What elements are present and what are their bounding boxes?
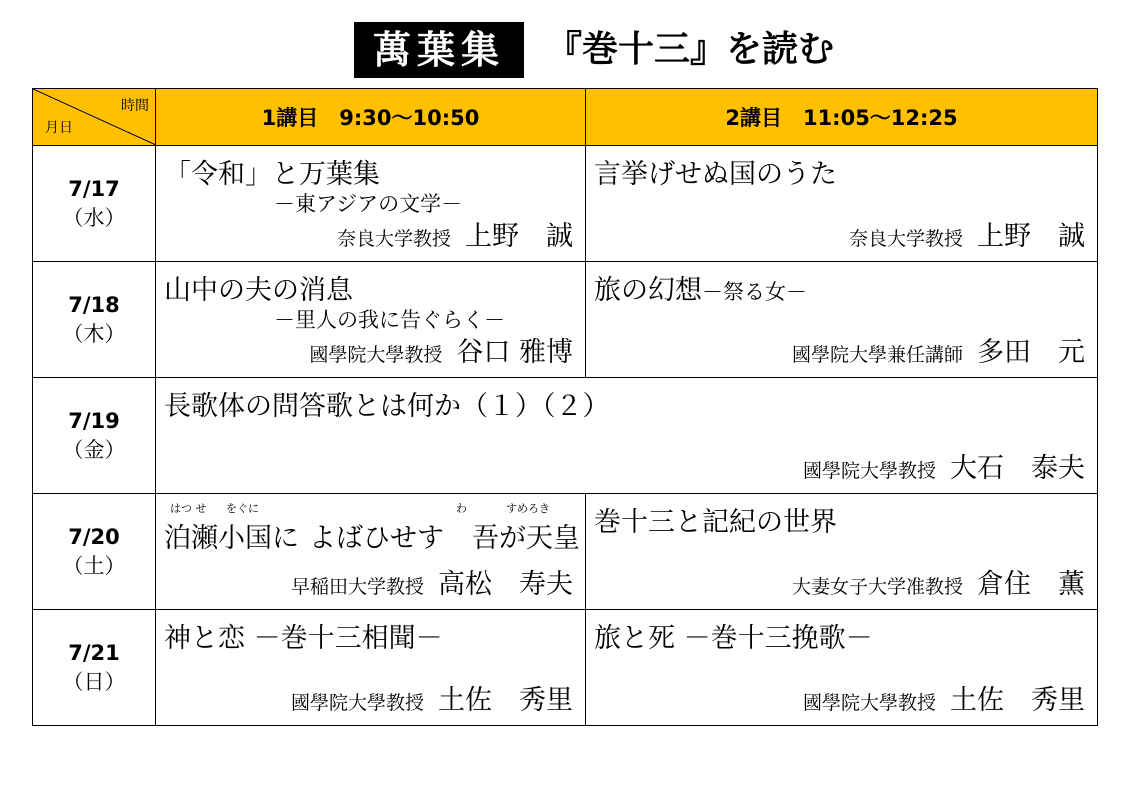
header-row [33,89,1098,146]
title-part-b: よばひせす [309,523,444,554]
lecture-title: 山中の夫の消息 [164,275,353,306]
lecture-title: 長歌体の問答歌とは何か（１）（２） [164,391,610,422]
lecturer-name: 倉住 薫 [977,569,1085,600]
table-row [33,146,1098,262]
lecturer [849,214,1085,253]
date-cell [33,494,156,610]
date-cell [33,262,156,378]
lecture-cell [156,494,586,610]
weekday: （日） [62,669,126,694]
lecture-title [164,516,580,555]
date: 7/18 [68,293,120,318]
lecturer [792,330,1085,369]
lecture-cell-merged [156,378,1098,494]
date: 7/19 [68,409,120,434]
lecture-title-main: 旅と死 [594,623,675,654]
lecture-title-main: 旅の幻想 [594,275,702,306]
lecture-cell [156,610,586,726]
lecturer-name: 大石 泰夫 [950,453,1085,484]
lecturer-name: 土佐 秀里 [438,685,573,716]
lecturer-name: 高松 寿夫 [438,569,573,600]
weekday: （土） [62,553,126,578]
period2-header: 2講目 11:05〜12:25 [586,89,1098,146]
lecture-title [164,616,443,655]
date: 7/20 [68,525,120,550]
weekday: （水） [62,205,126,230]
lecture-subtitle: －巻十三挽歌－ [683,623,873,654]
lecture-title [594,616,873,655]
lecture-subtitle: －祭る女－ [702,280,807,304]
lecturer-name: 上野 誠 [465,221,573,252]
corner-header [33,89,156,146]
ruby-hatsuse: はつ せ [170,502,207,515]
lecturer [291,562,573,601]
weekday: （金） [62,437,126,462]
lecturer-affiliation: 大妻女子大学准教授 [791,576,963,598]
corner-time-label: 時間 [121,98,149,114]
title-rest: 『巻十三』を読む [546,29,835,70]
lecturer-affiliation: 奈良大学教授 [848,228,963,250]
lecture-title [594,268,807,307]
lecturer-affiliation: 國學院大學教授 [802,460,936,482]
lecture-cell [586,494,1098,610]
title-boxed: 萬葉集 [354,22,524,78]
date-cell [33,610,156,726]
lecture-title-main: 神と恋 [164,623,245,654]
lecture-cell [586,262,1098,378]
lecture-subtitle: －里人の我に告ぐらく－ [274,308,505,332]
lecture-title: 「令和」と万葉集 [164,159,380,190]
lecturer [803,678,1085,717]
page-title [0,22,1123,80]
corner-date-label: 月日 [45,120,73,136]
table-row [33,262,1098,378]
table-row [33,378,1098,494]
ruby-wa: わ [456,502,467,515]
lecture-cell [586,146,1098,262]
lecturer-affiliation: 國學院大學教授 [802,692,936,714]
lecture-subtitle: －巻十三相聞－ [253,623,443,654]
lecture-subtitle: －東アジアの文学－ [274,192,463,216]
table-row [33,610,1098,726]
ruby-sumeroki: すめろき [506,502,550,515]
lecturer [309,330,573,369]
date: 7/21 [68,641,120,666]
lecturer-name: 多田 元 [977,337,1085,368]
lecturer [803,446,1085,485]
weekday: （木） [62,321,126,346]
lecturer [291,678,573,717]
table-row [33,494,1098,610]
date-cell [33,146,156,262]
lecture-cell [156,262,586,378]
ruby-oguni: をぐに [226,502,259,515]
lecture-cell [156,146,586,262]
lecture-cell [586,610,1098,726]
lecturer-affiliation: 國學院大學教授 [309,344,443,366]
schedule-table [32,88,1098,726]
period1-header: 1講目 9:30〜10:50 [156,89,586,146]
lecturer [337,214,573,253]
lecture-title: 巻十三と記紀の世界 [594,507,837,538]
title-part-c: 吾が天皇 [472,523,580,554]
date-cell [33,378,156,494]
lecturer-affiliation: 國學院大學兼任講師 [791,344,963,366]
lecturer [792,562,1085,601]
title-part-a: 泊瀬小国に [164,523,299,554]
lecture-title: 言挙げせぬ国のうた [594,159,837,190]
lecturer-name: 土佐 秀里 [950,685,1085,716]
date: 7/17 [68,177,120,202]
lecturer-affiliation: 國學院大學教授 [290,692,424,714]
lecturer-affiliation: 早稲田大学教授 [290,576,424,598]
lecturer-name: 上野 誠 [977,221,1085,252]
lecturer-name: 谷口 雅博 [456,337,573,368]
lecturer-affiliation: 奈良大学教授 [336,228,451,250]
